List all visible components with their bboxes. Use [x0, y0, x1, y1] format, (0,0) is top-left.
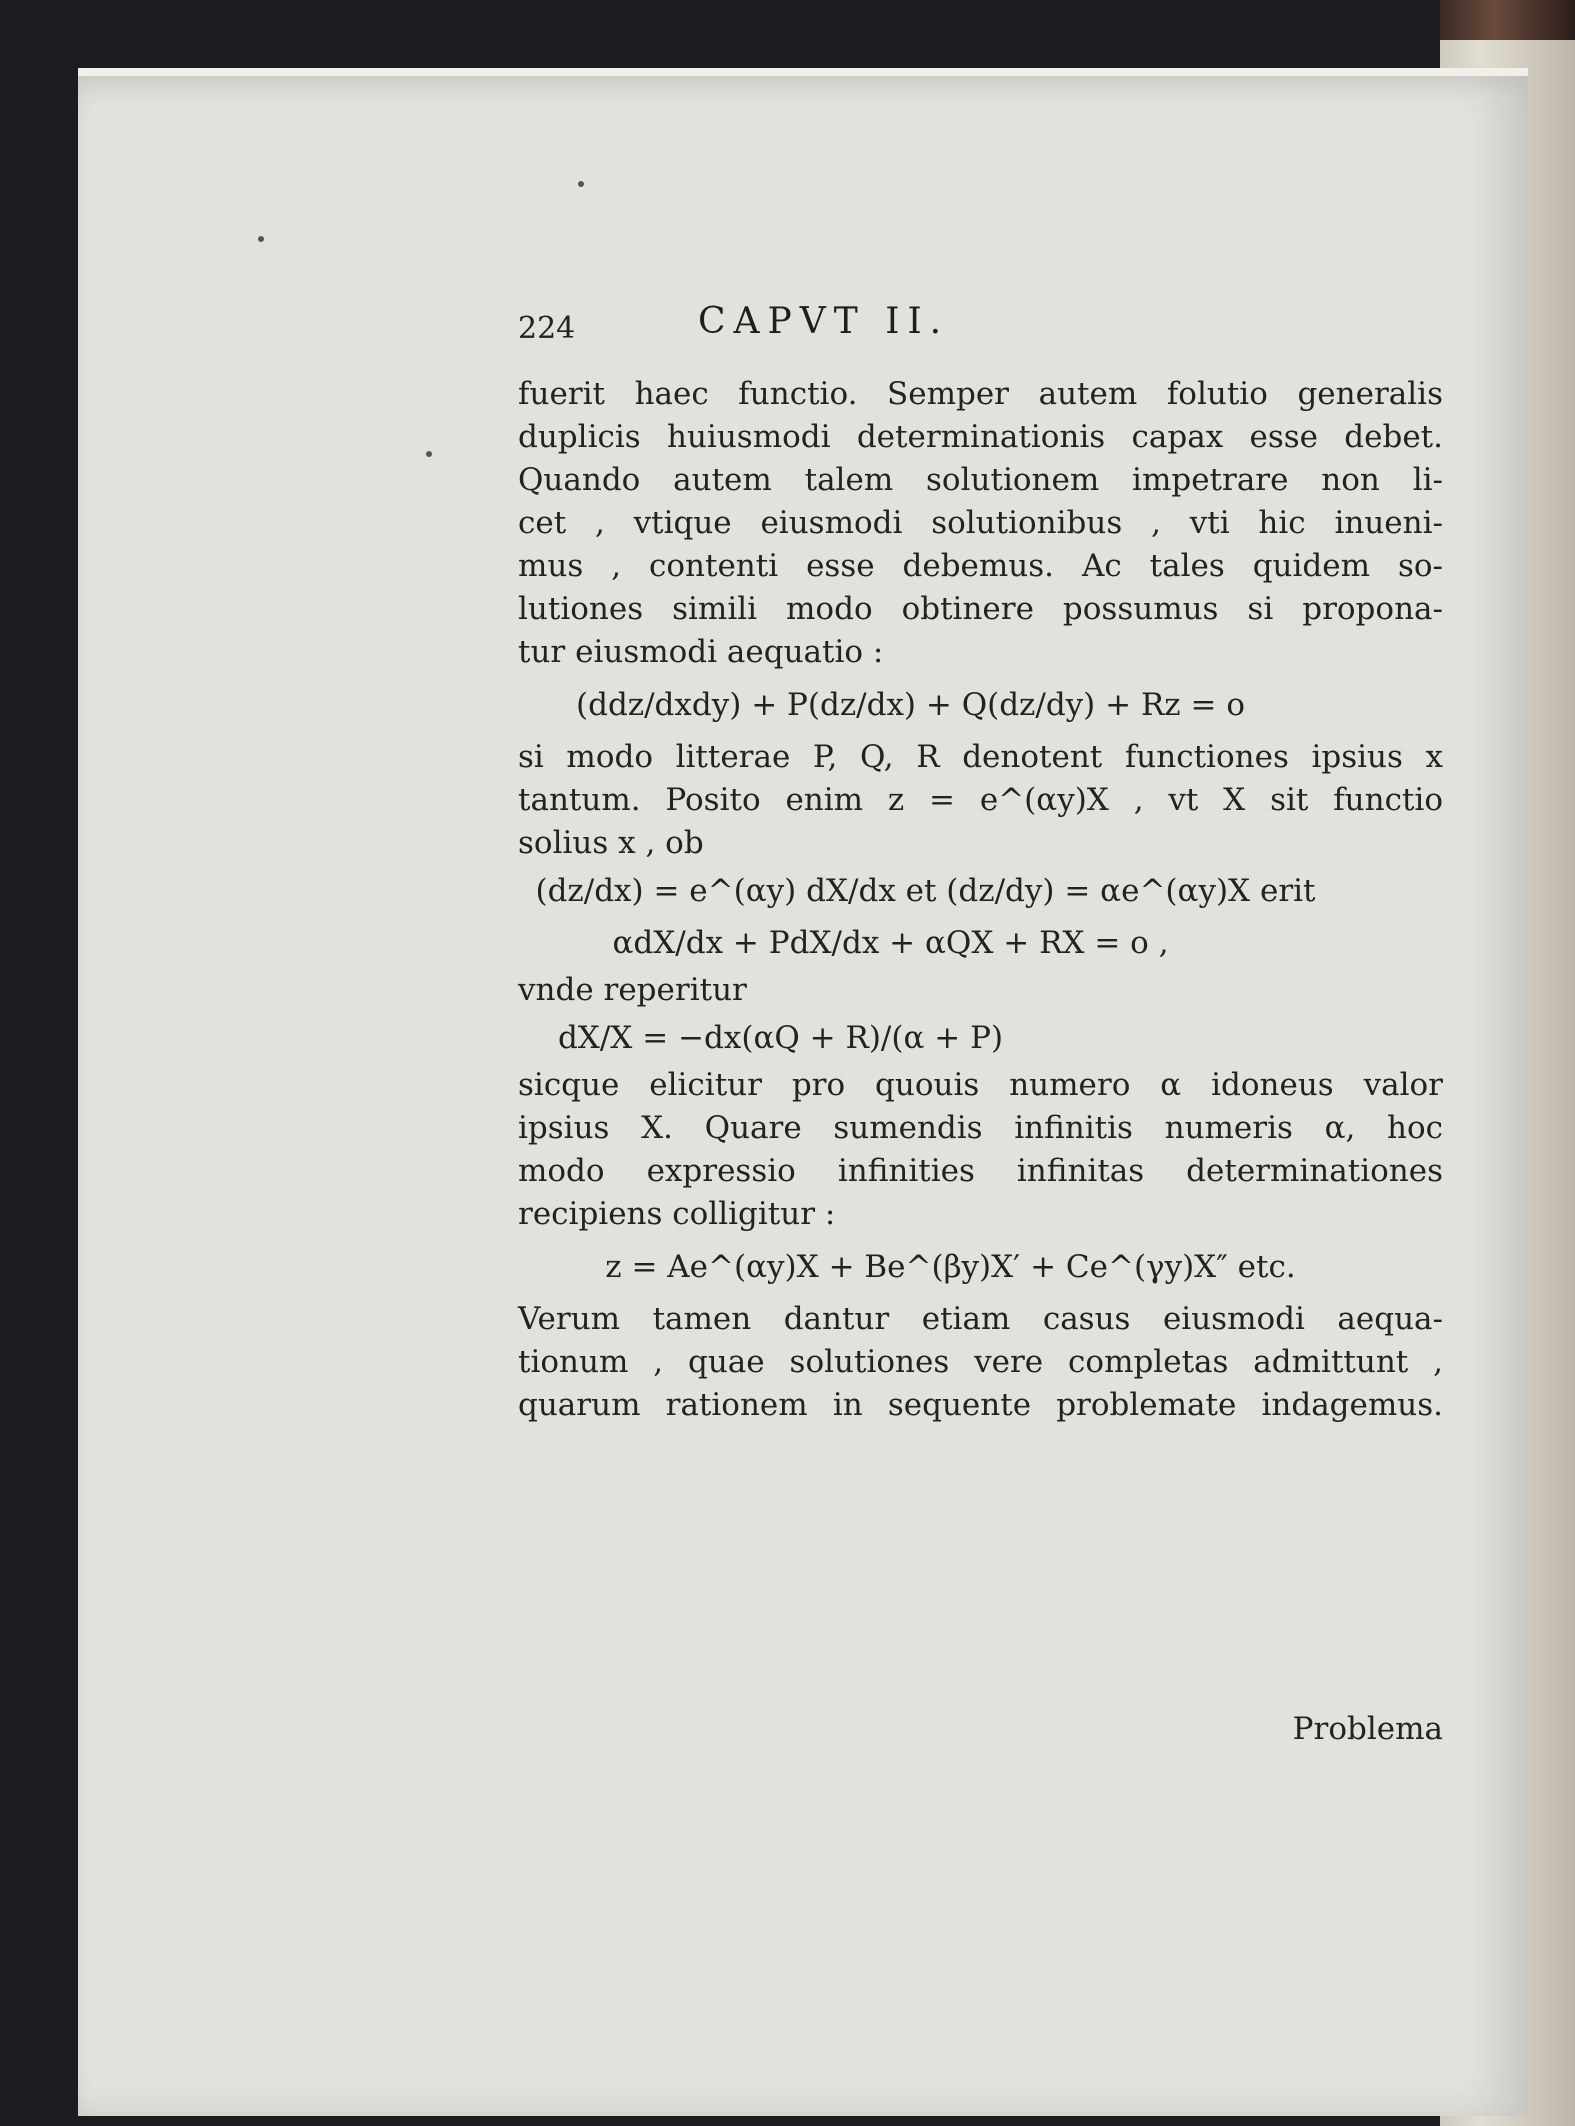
text-line: vnde reperitur [518, 972, 747, 1008]
book-page [78, 68, 1528, 2116]
running-head: CAPVT II. [698, 301, 950, 342]
equation-3: αdX/dx + PdX/dx + αQX + RX = o , [612, 925, 1169, 961]
text-line: recipiens colligitur : [518, 1196, 836, 1232]
text-line: lutiones simili modo obtinere possumus si propona- [518, 591, 1443, 627]
catchword: Problema [1292, 1711, 1443, 1747]
text-line: modo expressio infinities infinitas determinationes [518, 1153, 1443, 1189]
text-line: quarum rationem in sequente problemate indagemus. [518, 1387, 1443, 1423]
ink-spot [426, 451, 432, 457]
text-line: Verum tamen dantur etiam casus eiusmodi aequa- [518, 1301, 1443, 1337]
equation-2: (dz/dx) = e^(αy) dX/dx et (dz/dy) = αe^(αy)X erit [535, 873, 1316, 909]
ink-spot [258, 236, 264, 242]
text-line: Quando autem talem solutionem impetrare non li- [518, 462, 1443, 498]
text-line: si modo litterae P, Q, R denotent functiones ipsius x [518, 739, 1443, 775]
equation-5: z = Ae^(αy)X + Be^(βy)X′ + Ce^(γy)X″ etc. [605, 1249, 1296, 1285]
text-line: ipsius X. Quare sumendis infinitis numeris α, hoc [518, 1110, 1443, 1146]
text-line: tionum , quae solutiones vere completas admittunt , [518, 1344, 1443, 1380]
text-line: mus , contenti esse debemus. Ac tales quidem so- [518, 548, 1443, 584]
page-header [518, 301, 1443, 361]
equation-1: (ddz/dxdy) + P(dz/dx) + Q(dz/dy) + Rz = o [576, 687, 1245, 723]
text-line: cet , vtique eiusmodi solutionibus , vti hic inueni- [518, 505, 1443, 541]
text-line: solius x , ob [518, 825, 704, 861]
text-line: sicque elicitur pro quouis numero α idoneus valor [518, 1067, 1443, 1103]
equation-4: dX/X = −dx(αQ + R)/(α + P) [557, 1020, 1004, 1056]
page-number: 224 [518, 311, 576, 346]
text-line: duplicis huiusmodi determinationis capax esse debet. [518, 419, 1443, 455]
body-text [518, 373, 1443, 1427]
text-line: tantum. Posito enim z = e^(αy)X , vt X sit functio [518, 782, 1443, 818]
text-line: fuerit haec functio. Semper autem folutio generalis [518, 376, 1443, 412]
text-block [518, 301, 1443, 1747]
ink-spot [578, 181, 584, 187]
book-spine-top [1440, 0, 1575, 40]
text-line: tur eiusmodi aequatio : [518, 634, 884, 670]
